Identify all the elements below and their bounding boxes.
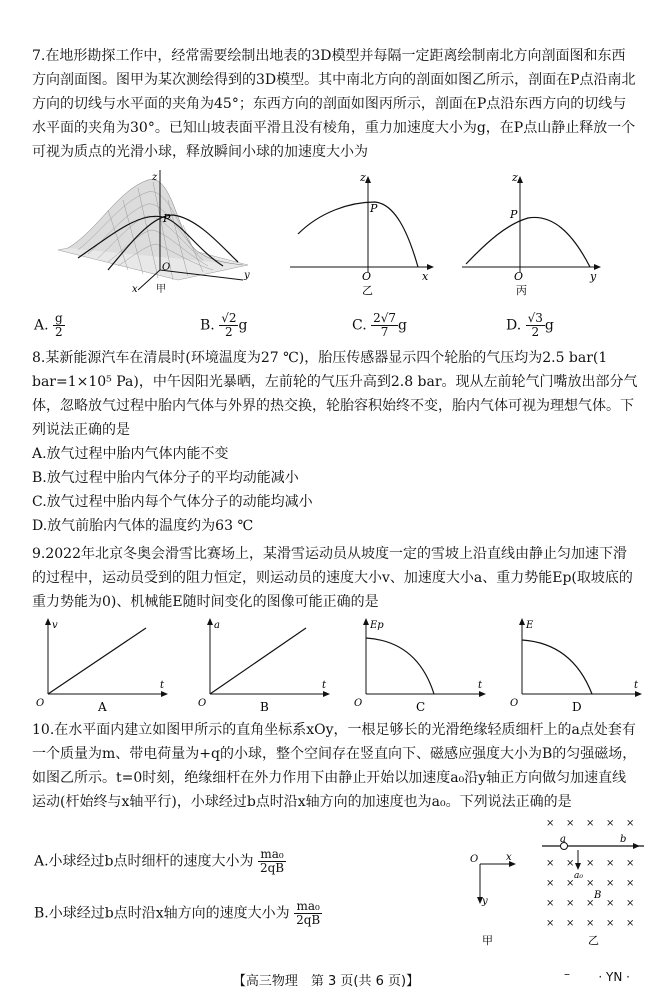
q8-option-c[interactable]: C.放气过程中胎内每个气体分子的动能均减小 [32,494,313,510]
q7-option-a-den: 2 [55,325,63,339]
q9-graph-c[interactable] [352,616,492,714]
svg-text:×: × [566,878,575,889]
q9-b-ylabel: a [214,620,220,631]
q9-b-letter: B [260,700,269,714]
q7-yi-caption: 乙 [362,284,373,297]
q10-option-b[interactable] [34,900,322,927]
q8-option-a[interactable]: A.放气过程中胎内气体内能不变 [32,446,229,462]
q10-jia-y-label: y [482,896,488,907]
question-10 [32,718,638,814]
q7-bing-P-label: P [510,208,518,221]
svg-text:×: × [606,898,615,909]
q10-yi-caption: 乙 [588,934,599,947]
svg-text:×: × [626,918,635,929]
q9-d-curve [522,640,592,694]
question-8 [32,346,638,538]
q10-figure-yi-magnetic-field [540,812,648,952]
q9-c-letter: C [416,700,426,714]
q10-figure-jia-axes [462,850,532,950]
q7-option-b-num: √2 [221,311,237,325]
question-9 [32,542,638,614]
q7-option-d[interactable] [506,312,554,339]
svg-text:×: × [606,818,615,829]
q7-jia-x-label: x [132,284,138,295]
svg-text:×: × [626,898,635,909]
svg-text:×: × [586,818,595,829]
q10-yi-a-label: a [560,834,566,845]
q7-option-c-label: C. [352,317,367,334]
svg-text:×: × [626,818,635,829]
svg-text:×: × [606,878,615,889]
q10-option-a-den: 2qB [259,861,285,875]
q7-option-b-label: B. [200,317,215,334]
q7-option-d-den: 2 [531,325,540,339]
q7-option-d-num: √3 [527,311,543,325]
q9-b-origin: O [198,698,207,709]
q9-a-ylabel: v [52,620,58,631]
q7-yi-x-label: x [422,270,429,283]
svg-text:×: × [546,858,555,869]
q9-a-xlabel: t [160,680,165,691]
q9-d-letter: D [572,700,582,714]
q7-bing-y-label: y [590,270,597,283]
svg-text:×: × [546,878,555,889]
footer-dash: – [564,967,570,981]
q9-d-ylabel: E [526,620,534,631]
q7-bing-O-label: O [514,270,524,283]
q7-option-a-fraction [53,312,65,339]
q9-d-xlabel: t [634,680,639,691]
q9-a-letter: A [98,700,107,714]
q7-option-a-num: g [55,311,63,325]
q7-option-c-tail: g [398,317,408,334]
q10-yi-b-label: b [620,834,627,845]
svg-text:×: × [586,858,595,869]
q10-option-b-text: B.小球经过b点时沿x轴方向的速度大小为 [34,905,290,922]
q10-option-b-den: 2qB [296,913,321,927]
q7-yi-O-label: O [362,270,372,283]
q7-option-a[interactable] [34,312,65,339]
page-footer: 【高三物理 第 3 页(共 6 页)】 [232,974,420,989]
q9-c-curve [366,638,434,694]
svg-text:×: × [566,898,575,909]
svg-text:×: × [586,878,595,889]
question-9-stem: 9.2022年北京冬奥会滑雪比赛场上，某滑雪运动员从坡度一定的雪坡上沿直线由静止匀加速下滑的过程中，运动员受到的阻力恒定，则运动员的速度大小v、加速度大小a、重力势能Ep(取坡底的重力势能为0)、机械能E随时间变化的图像可能正确的是 [32,546,633,610]
question-7-stem: 7.在地形勘探工作中，经常需要绘制出地表的3D模型并每隔一定距离绘制南北方向剖面图和东西方向剖面图。图甲为某次测绘得到的3D模型。其中南北方向的剖面如图乙所示，剖面在P点沿南北方向的切线与水平面的夹角为45°；东西方向的剖面如图丙所示，剖面在P点沿东西方向的切线与水平面的夹角为30°。已知山坡表面平滑且没有棱角，重力加速度大小为g，在P点山静止释放一个可视为质点的光滑小球，释放瞬间小球的加速度大小为 [32,48,636,160]
q7-yi-P-label: P [370,202,378,215]
q9-a-origin: O [36,698,45,709]
svg-text:×: × [566,918,575,929]
q9-graph-d[interactable] [508,616,648,714]
svg-text:×: × [606,918,615,929]
q10-yi-a0-label: a₀ [574,871,583,881]
q7-option-c-den: 7 [380,325,389,339]
q8-option-b[interactable]: B.放气过程中胎内气体分子的平均动能减小 [32,470,299,486]
q7-jia-O-label: O [162,262,171,273]
question-7 [32,44,638,164]
q10-option-b-fraction [294,900,322,927]
svg-text:×: × [566,818,575,829]
q7-option-c-num: 2√7 [373,311,397,325]
q10-option-a-text: A.小球经过b点时细杆的速度大小为 [34,853,254,870]
q7-figure-bing-ew-profile [462,172,612,297]
q7-option-d-tail: g [544,317,554,334]
q7-option-b-fraction [219,312,238,339]
q7-figure-jia-3d-model [48,170,258,295]
q9-b-curve [210,628,306,694]
q7-yi-z-label: z [360,172,366,184]
svg-text:×: × [586,898,595,909]
q9-a-curve [48,628,146,694]
q9-d-origin: O [510,698,519,709]
q7-jia-z-label: z [152,172,158,183]
q9-graph-a[interactable] [34,616,174,714]
q10-yi-B-label: B [594,890,602,901]
q7-option-c[interactable] [352,312,407,339]
q10-option-a-fraction [258,848,286,875]
q7-jia-caption: 甲 [156,284,166,295]
q10-option-b-num: ma₀ [294,900,322,914]
q9-c-origin: O [354,698,363,709]
q9-c-xlabel: t [478,680,483,691]
q10-option-a[interactable] [34,848,286,875]
svg-text:×: × [546,818,555,829]
svg-text:×: × [606,858,615,869]
q7-jia-y-label: y [244,270,250,281]
q7-option-a-label: A. [34,317,49,334]
q7-bing-caption: 丙 [516,284,527,297]
question-10-stem: 10.在水平面内建立如图甲所示的直角坐标系xOy，一根足够长的光滑绝缘轻质细杆上的a点处套有一个质量为m、带电荷量为+q的小球，整个空间存在竖直向下、磁感应强度大小为B的匀强磁场，如图乙所示。t=0时刻，绝缘细杆在外力作用下由静止开始以加速度a₀沿y轴正方向做匀加速直线运动(杆始终与x轴平行)，小球经过b点时沿x轴方向的加速度也为a₀。下列说法正确的是 [32,722,637,810]
svg-text:×: × [626,858,635,869]
q7-option-b-den: 2 [225,325,233,339]
footer-code: · YN · [598,970,630,984]
q8-option-d[interactable]: D.放气前胎内气体的温度约为63 ℃ [32,518,254,534]
q7-option-d-fraction [526,312,545,339]
q7-option-b[interactable] [200,312,247,339]
q9-graph-b[interactable] [196,616,336,714]
svg-text:×: × [586,918,595,929]
q7-option-c-fraction [371,312,398,339]
q7-bing-z-label: z [512,172,518,184]
svg-text:×: × [626,878,635,889]
svg-text:×: × [546,898,555,909]
q10-option-a-num: ma₀ [258,848,286,862]
q7-option-b-tail: g [238,317,248,334]
svg-text:×: × [546,918,555,929]
q10-jia-O-label: O [470,854,479,865]
q7-jia-P-label: P [163,212,171,225]
q9-b-xlabel: t [322,680,327,691]
q10-jia-caption: 甲 [482,934,493,947]
svg-text:×: × [566,858,575,869]
q9-c-ylabel: Ep [370,620,384,631]
question-8-stem: 8.某新能源汽车在清晨时(环境温度为27 ℃)，胎压传感器显示四个轮胎的气压均为2.5 bar(1 bar=1×10⁵ Pa)，中午因阳光暴晒，左前轮的气压升高到2.8 bar。现从左前轮气门嘴放出部分气体，忽略放气过程中胎内气体与外界的热交换，轮胎容积始终不变，胎内气体可视为理想气体。下列说法正确的是 [32,350,638,438]
q7-option-d-label: D. [506,317,522,334]
q10-jia-x-label: x [506,852,512,863]
q7-figure-yi-ns-profile [290,172,440,297]
